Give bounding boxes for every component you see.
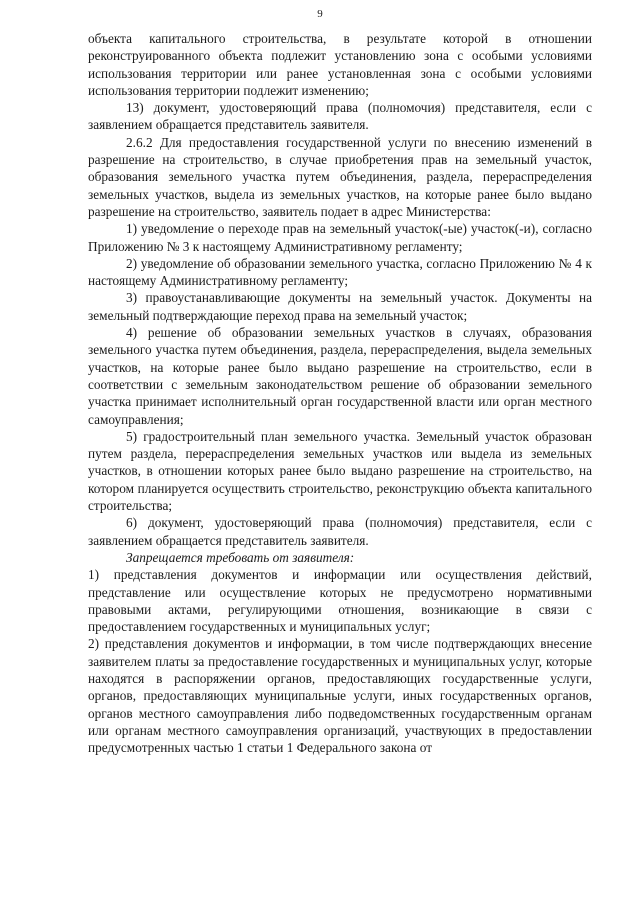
paragraph: 1) представления документов и информации или осуществления действий, представление или осуществление которых не предусмотрено нормативными правовыми актами, регулирующими отношения, возникающие в связи с предоставлением государственных и муниципальных услуг;	[88, 567, 592, 635]
paragraph: 6) документ, удостоверяющий права (полномочия) представителя, если с заявлением обращается представитель заявителя.	[88, 515, 592, 548]
document-body	[88, 30, 592, 756]
paragraph: объекта капитального строительства, в результате которой в отношении реконструированного объекта подлежит установлению зона с особыми условиями использования территории или ранее установленная зона с особыми условиями использования территории подлежит изменению;	[88, 31, 592, 98]
page-number: 9	[317, 8, 323, 20]
paragraph: 3) правоустанавливающие документы на земельный участок. Документы на земельный подтверждающие переход права на земельный участок;	[88, 290, 592, 323]
paragraph: 4) решение об образовании земельных участков в случаях, образования земельного участка путем объединения, раздела, перераспределения, выдела земельных участков, на которые ранее было выдано разрешение на строительство, если в соответствии с земельным законодательством решение об образовании земельного участка принимает исполнительный орган государственной власти или орган местного самоуправления;	[88, 325, 592, 427]
paragraph: 2.6.2 Для предоставления государственной услуги по внесению изменений в разрешение на строительство, в случае приобретения прав на земельный участок, образования земельного участка путем объединения, раздела, перераспределения земельных участков, выдела из земельных участков, на которые ранее было выдано разрешение на строительство, заявитель подает в адрес Министерства:	[88, 134, 592, 219]
paragraph: 5) градостроительный план земельного участка. Земельный участок образован путем раздела, перераспределения земельных участков или выдела из земельных участков, в отношении которых ранее было выдано разрешение на строительство, на котором планируется осуществить строительство, реконструкцию объекта капитального строительства;	[88, 428, 592, 514]
paragraph: 2) представления документов и информации, в том числе подтверждающих внесение заявителем платы за предоставление государственных и муниципальных услуг, которые находятся в распоряжении органов, предоставляющих государственные услуги, органов, предоставляющих муниципальные услуги, иных государственных органов, органов местного самоуправления либо подведомственных государственным органам или органам местного самоуправления организаций, участвующих в предоставлении предусмотренных частью 1 статьи 1 Федерального закона от	[88, 636, 592, 756]
paragraph: Запрещается требовать от заявителя:	[126, 549, 355, 565]
paragraph: 1) уведомление о переходе прав на земельный участок(-ые) участок(-и), согласно Приложению № 3 к настоящему Административному регламенту;	[88, 221, 592, 254]
paragraph: 2) уведомление об образовании земельного участка, согласно Приложению № 4 к настоящему Административному регламенту;	[88, 255, 592, 289]
paragraph: 13) документ, удостоверяющий права (полномочия) представителя, если с заявлением обращается представитель заявителя.	[88, 100, 592, 133]
